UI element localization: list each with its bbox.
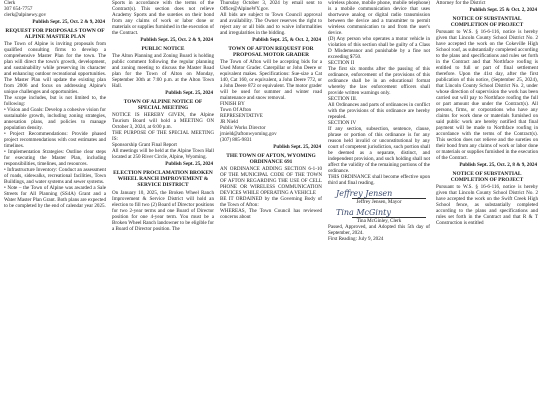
notice-text: All meetings will be held at the Alpine Town Hall located at 250 River Circle, Alpine, Wyoming.	[112, 148, 214, 161]
publish-dates: Publish Sept. 25, Oct. 2, 8 & 9, 2024	[459, 162, 537, 169]
notice-text: JR Nield	[220, 119, 238, 126]
notice-text: jrnield@aftonwyoming.gov	[220, 131, 277, 138]
publish-dates: Publish Sept. 25, & Oct. 2, 2024	[252, 37, 321, 43]
notice-text: (307) 885-9831	[220, 137, 252, 144]
notice-text: REPRESENTATIVE	[220, 113, 263, 120]
notice-text: SECTION IV	[328, 120, 357, 126]
notice-text: Town Of Afton	[220, 107, 252, 114]
notice-text: All Ordinances and parts of ordinances in conflict with the provisions of this ordinance are hereby repealed.	[328, 102, 430, 120]
notice-text: If any section, subsection, sentence, clause, phrase or portion of this ordinance is for any reason held invalid or unconstitutional by any court of competent jurisdiction, such portion shall be deemed as a separate, distinct, and independent provision, and such holding shall not affect the validity of the remaining portions of the ordinance.	[328, 126, 430, 174]
publish-dates: Publish Sept. 25, Oct. 2 & 9, 2024	[140, 37, 213, 43]
notice-text: On January 10, 2025, the Broken Wheel Ranch Improvement & Service District will hold an election to fill two (2) Board of Director positions for two 2-year terms and one Board of Director position for one 4-year term. You must be a Broken Wheel Ranch landowner to be eligible for a Board of Director position. The	[112, 189, 214, 232]
notice-text: Pursuant to W.S. § 16-6-116, notice is hereby given that Lincoln County School District No. 2 have accepted the work on the Swift Creek High School fence, as substantially completed according to the plans and specifications and rules set forth in the Contract and that R & T Construction is entitled	[436, 184, 538, 227]
notice-text: SECTION III.	[328, 96, 358, 102]
notice-text: Public Works Director	[220, 125, 266, 132]
publish-dates: Publish Sept. 25 & Oct. 2, 2024	[469, 7, 537, 13]
publish-dates: Publish Sept. 25, Oct. 2 & 9, 2024	[32, 19, 105, 25]
publish-dates: Publish Sept. 25, 2024	[165, 90, 213, 97]
notice-heading: PUBLIC NOTICE	[141, 46, 185, 52]
notice-text: wireless phone, mobile phone, mobile telephone) is a mobile communication device that uses shortwave analog or digital radio transmission between the device and a transmitter to permit wireless communication to and from the user's device.	[328, 0, 430, 36]
notice-text: Pursuant to W.S. § 16-6-116, notice is hereby given that Lincoln County School District No. 2 have accepted the work on the Cokeville High School roof, as substantially completed according to the plans and specifications and rules set forth in the Contract and that Northface roofing is entitled to full or part of final settlement therefore. Upon the 41st day, after the first publication of this notice, (September 25, 2024), that Lincoln County School District No. 2, under whose direction of supervision the work has been carried out will pay to Northface roofing the full or part amount due under the Contract(s). All persons, firms, or corporations who have any claims for work done or materials furnished on said public work are hereby notified that final payment will be made to Northface roofing in accordance with the terms of the Contract(s). This section does not relieve and the sureties on their bond from any claims of work or labor done or materials or supplies furnished in the execution of the Contract.	[436, 29, 538, 162]
signature-caption: Tina McGinley, Clerk	[356, 218, 402, 224]
handwritten-signature: Jeffrey Jensen	[336, 189, 393, 198]
signature-block	[326, 189, 432, 205]
notice-text: WHEREAS, The Town Council has reviewed concerns about	[220, 208, 322, 221]
column-4	[326, 0, 432, 400]
notice-text: • Note – the Town of Alpine was awarded a Sale Streets for All Planning (SS4A) Grant and a Water Master Plan Grant. Both plans are expected to be completed by the end of calendar year 2025.	[4, 185, 106, 210]
notice-text: The first six months after the passing of this ordinance, enforcement of the provisions of this ordinance shall be in an educational format whereby the law enforcement officers shall provide written warnings only.	[328, 66, 430, 96]
notice-heading: THE TOWN OF AFTON, WYOMING ORDINANCE 691	[226, 153, 316, 166]
notice-text: Clerk	[4, 0, 16, 6]
notice-text: All bids are subject to Town Council approval and availability. The Owner reserves the right to reject any or all bids and to waive informalities and irregularities in the bidding.	[220, 12, 322, 36]
notice-text: • Infrastructure Inventory: Conduct an assessment of roads, sidewalks, recreational facilities, Town Buildings, and water systems and sewer systems.	[4, 167, 106, 186]
notice-text: 307 654-7757	[4, 6, 33, 12]
notice-text: • Project Recommendations: Provide phased project recommendations with cost estimates and timelines.	[4, 131, 106, 150]
notice-text: Sports in accordance with the terms of the Contract(s). This section does not relieve Academy Sports and the sureties on their bond from any claims of work or labor done or materials or supplies furnished in the execution of the Contract.	[112, 0, 214, 36]
notice-text: The Town of Alpine is inviting proposals from qualified consulting firms to develop a comprehensive Master Plan for the town. The plan will direct the town's growth, development, and sustainability while preserving its character and enhancing outdoor recreational opportunities. The Master Plan will update the existing plan from 2006 and focus on addressing Alpine's unique challenges and opportunities.	[4, 41, 106, 96]
notice-text: THIS ORDINANCE shall become effective upon third and final reading.	[328, 174, 430, 186]
notice-text: The Alton Planning and Zoning Board is holding public comment following the regular planning and zoning meeting to discuss the Master Road plan for the Town of Alton on Monday, September 30th at 7:00 p.m. at the Alton Town Hall.	[112, 53, 214, 90]
notice-text: AN ORDINANCE ADDING SECTION 6-1-10 OF THE MUNICIPAL CODE OF THE TOWN OF AFTON REGARDING THE USE OF CELL PHONE OR WIRELESS COMMUNICATION DEVICES WHILE OPERATING A VEHICLE	[220, 166, 322, 197]
notice-text: First Reading: July 9, 2024	[328, 236, 384, 242]
notice-text: (D) Any person who operates a motor vehicle in violation of this section shall be guilty of a Class D Misdemeanor and punishable by a fine not exceeding $750.	[328, 36, 430, 60]
signature-block	[326, 208, 432, 224]
notice-text: The scope includes, but is not limited to, the following:	[4, 95, 106, 108]
notice-heading: NOTICE OF SUBSTANTIAL COMPLETION OF PROJECT	[450, 171, 524, 184]
notice-heading: TOWN OF AFTON REQUEST FOR PROPOSAL MOTOR GRADER	[228, 46, 314, 59]
notice-text: • Vision and Goals: Develop a cohesive vision for sustainable growth, including zoning strategies, annexation plans, and policies to manage population density.	[4, 107, 106, 132]
column-5	[434, 0, 540, 400]
publish-dates: Publish Sept. 25, 2024	[273, 144, 321, 151]
publish-dates: Publish Sept. 25, 2024	[165, 161, 213, 168]
notice-text: Sponsorship Grant Final Report	[112, 142, 177, 149]
notice-text: clerk@alpinewy.gov	[4, 12, 47, 18]
notice-text: BE IT ORDAINED by the Governing Body of the Town of Afton:	[220, 196, 322, 209]
signature-caption: Jeffrey Jensen, Mayor	[356, 199, 402, 205]
notice-heading: NOTICE OF SUBSTANTIAL COMPLETION OF PROJECT	[450, 16, 524, 29]
notice-heading: TOWN OF ALPINE NOTICE OF SPECIAL MEETING	[123, 99, 203, 112]
column-1	[2, 0, 108, 400]
notice-text: THE PURPOSE OF THE SPECIAL MEETING IS:	[112, 130, 214, 143]
notice-text: • Implementation Strategies: Outline clear steps for executing the Master Plan, including responsibilities, timelines, and resources.	[4, 149, 106, 168]
notice-text: The Town of Afton will be accepting bids for a Used Motor Grader. Caterpillar or John Deere or equivalent makes. Specifications: Sue-size a Cat 140, Cat 160, or equivalent, a John Deere 772, or a John Deere 872 or equivalent. The motor grader will be used for summer and winter road maintenance and snow removal.	[220, 59, 322, 102]
notice-text: Thursday October 3, 2024 by email sent to Office@AlpineWY.gov.	[220, 0, 322, 12]
notice-text: Attorney for the District	[436, 0, 486, 6]
handwritten-signature: Tina McGinty	[336, 208, 391, 217]
notice-text: Passed, Approved, and Adopted this 5th day of September, 2024.	[328, 224, 430, 236]
notice-heading: ELECTION PROCLAMATION BROKEN WHEEL RANCH IMPROVEMENT & SERVICE DISTRICT	[113, 170, 213, 189]
notice-heading: REQUEST FOR PROPOSALS TOWN OF ALPINE MASTER PLAN	[5, 28, 105, 41]
notice-text: NOTICE IS HEREBY GIVEN, the Alpine Tourism Board will hold a MEETING ON October 3, 2024, at 6:00 p.m.	[112, 112, 214, 131]
notice-text: FINISH BY	[220, 101, 245, 108]
notice-text: SECTION II	[328, 60, 355, 66]
column-2	[110, 0, 216, 400]
column-3	[218, 0, 324, 400]
